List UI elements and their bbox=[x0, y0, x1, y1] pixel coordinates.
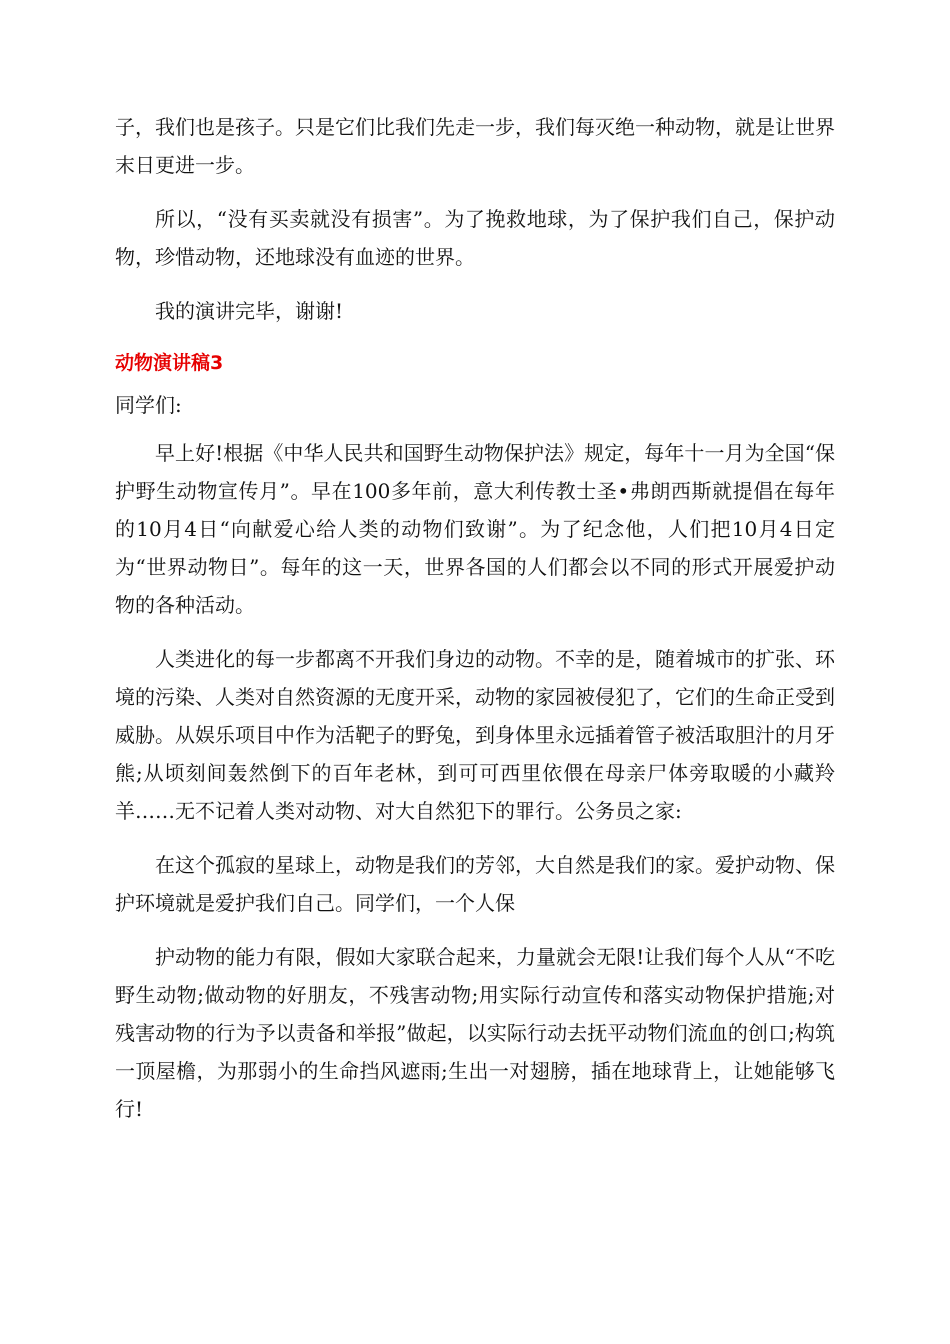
paragraph-greeting: 同学们: bbox=[115, 393, 182, 417]
paragraph-body-4: 护动物的能力有限，假如大家联合起来，力量就会无限!让我们每个人从“不吃野生动物;做动物的好朋友，不残害动物;用实际行动宣传和落实动物保护措施;对残害动物的行为予以责备和举报”做起，以实际行动去抚平动物们流血的创口;构筑一顶屋檐，为那弱小的生命挡风遮雨;生出一对翅膀，插在地球背上，让她能够飞行! bbox=[115, 945, 835, 1121]
document-body bbox=[115, 108, 835, 1144]
paragraph-body-3: 在这个孤寂的星球上，动物是我们的芳邻，大自然是我们的家。爱护动物、保护环境就是爱护我们自己。同学们，一个人保 bbox=[115, 853, 835, 915]
paragraph-conclusion: 所以，“没有买卖就没有损害”。为了挽救地球，为了保护我们自己，保护动物，珍惜动物，还地球没有血迹的世界。 bbox=[115, 207, 835, 269]
paragraph-body-2: 人类进化的每一步都离不开我们身边的动物。不幸的是，随着城市的扩张、环境的污染、人类对自然资源的无度开采，动物的家园被侵犯了，它们的生命正受到威胁。从娱乐项目中作为活靶子的野兔，到身体里永远插着管子被活取胆汁的月牙熊;从顷刻间轰然倒下的百年老林，到可可西里依偎在母亲尸体旁取暖的小藏羚羊……无不记着人类对动物、对大自然犯下的罪行。公务员之家: bbox=[115, 647, 835, 823]
paragraph-continuation: 子，我们也是孩子。只是它们比我们先走一步，我们每灭绝一种动物，就是让世界末日更进一步。 bbox=[115, 115, 835, 177]
paragraph-body-1: 早上好!根据《中华人民共和国野生动物保护法》规定，每年十一月为全国“保护野生动物宣传月”。早在100多年前，意大利传教士圣•弗朗西斯就提倡在每年的10月4日“向献爱心给人类的动物们致谢”。为了纪念他，人们把10月4日定为“世界动物日”。每年的这一天，世界各国的人们都会以不同的形式开展爱护动物的各种活动。 bbox=[115, 441, 835, 617]
paragraph-closing: 我的演讲完毕，谢谢! bbox=[155, 299, 344, 323]
section-heading: 动物演讲稿3 bbox=[115, 352, 224, 374]
